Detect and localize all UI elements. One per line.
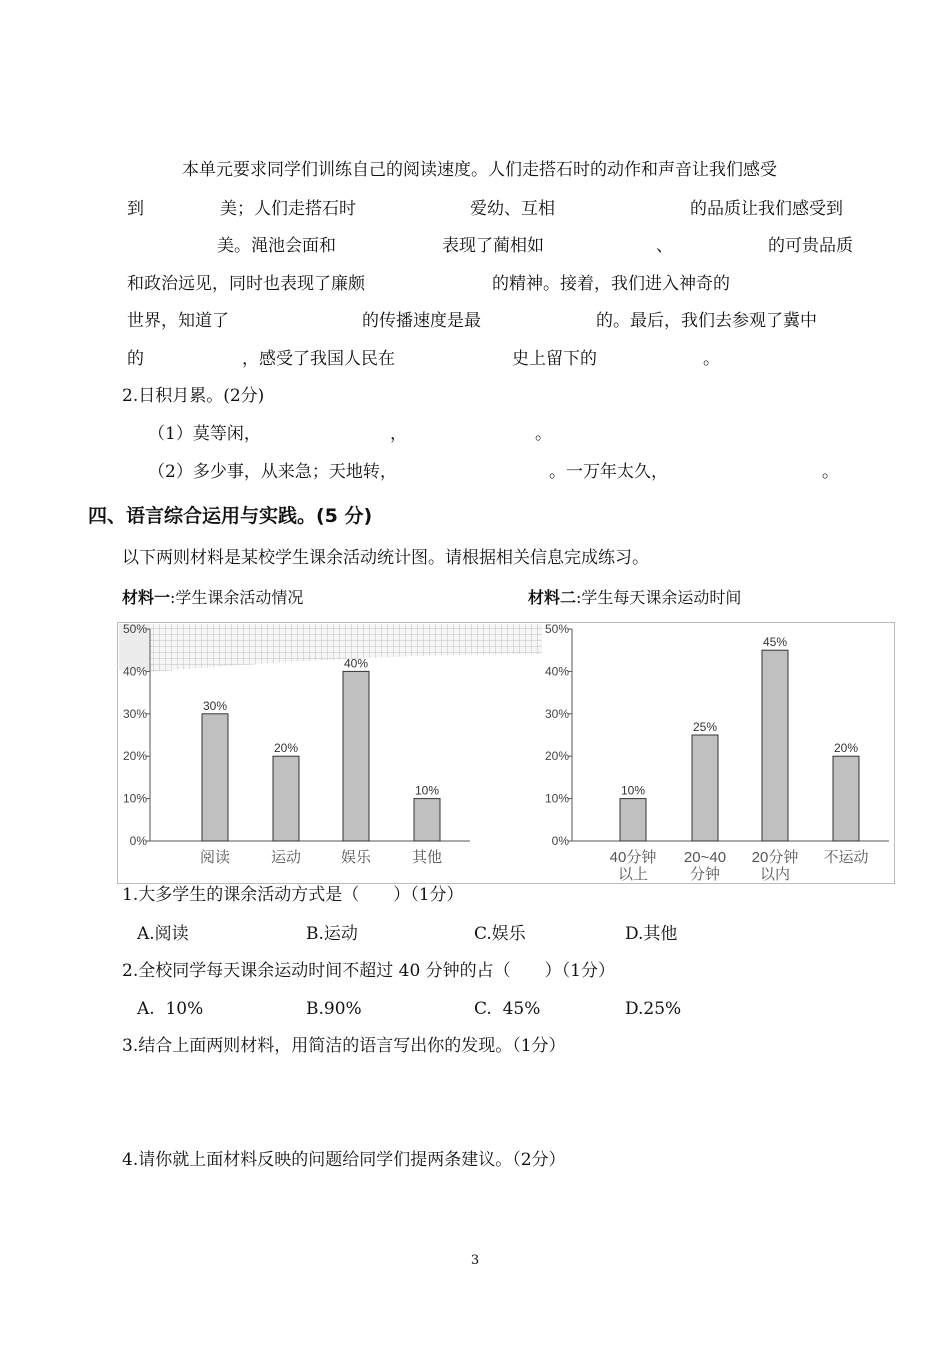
x-category-label: 40分钟 [609,849,657,866]
passage-line-6b: ，感受了我国人民在 [242,349,395,369]
x-category-label: 以上 [617,866,649,883]
q2-option-c: C. 45% [474,999,541,1019]
passage-line-2b: 美；人们走搭石时 [220,199,356,219]
y-tick-label: 30% [544,706,569,721]
y-tick-label: 10% [122,791,147,806]
x-category-label: 不运动 [823,849,869,866]
passage-line-6a: 的 [127,349,144,369]
passage-line-4b: 的精神。接着，我们进入神奇的 [492,274,730,294]
bar [620,799,646,841]
bar-value-label: 20% [833,741,859,756]
charts-figure [117,622,895,884]
material-1-caption: 材料一:学生课余活动情况 [122,588,304,607]
q2-line-1c: 。 [535,424,552,444]
x-category-label: 阅读 [199,849,231,866]
q2-option-b: B.90% [306,999,362,1019]
passage-line-5c: 的。最后，我们去参观了冀中 [596,311,817,331]
bar-value-label: 10% [414,783,440,798]
bar [692,735,718,841]
bar-value-label: 20% [273,741,299,756]
passage-line-6c: 史上留下的 [512,349,597,369]
y-tick-label: 50% [544,622,569,636]
passage-line-4a: 和政治远见，同时也表现了廉颇 [127,274,365,294]
y-tick-label: 20% [122,749,147,764]
passage-line-3d: 的可贵品质 [768,236,853,256]
y-tick-label: 20% [544,749,569,764]
passage-line-2d: 的品质让我们感受到 [690,199,843,219]
question-1: 1.大多学生的课余活动方式是（ ）（1分） [122,885,464,905]
page-number: 3 [470,1253,480,1268]
q2-line-1b: ， [390,424,407,444]
question-4: 4.请你就上面材料反映的问题给同学们提两条建议。（2分） [122,1150,566,1170]
section-4-title: 四、语言综合运用与实践。(5 分) [88,505,373,527]
x-category-label: 分钟 [689,866,721,883]
x-category-label: 运动 [270,849,302,866]
y-tick-label: 10% [544,791,569,806]
bar-value-label: 40% [343,656,369,671]
q1-option-a: A.阅读 [137,924,189,944]
passage-line-3b: 表现了蔺相如 [442,236,544,256]
q2-line-1a: （1）莫等闲， [148,424,261,444]
question-2: 2.全校同学每天课余运动时间不超过 40 分钟的占（ ）（1分） [122,961,615,981]
chart-2 [545,622,889,883]
q2-title: 2.日积月累。(2分) [122,386,265,406]
q1-option-d: D.其他 [625,924,678,944]
x-category-label: 20分钟 [751,849,799,866]
x-category-label: 以内 [759,866,791,883]
bar [202,714,228,841]
passage-line-3c: 、 [656,236,673,256]
passage-line-5a: 世界，知道了 [127,311,229,331]
y-tick-label: 40% [122,664,147,679]
y-tick-label: 30% [122,706,147,721]
x-category-label: 其他 [411,849,443,866]
bar [833,756,859,841]
passage-line-2a: 到 [127,199,144,219]
bar-value-label: 25% [692,720,718,734]
passage-line-3a: 美。渑池会面和 [217,236,336,256]
q1-option-b: B.运动 [306,924,358,944]
q1-option-c: C.娱乐 [474,924,526,944]
section-4-intro: 以下两则材料是某校学生课余活动统计图。请根据相关信息完成练习。 [122,548,649,568]
passage-line-6d: 。 [703,349,720,369]
bar [414,799,440,841]
x-category-label: 娱乐 [340,849,372,866]
y-tick-label: 0% [551,834,569,848]
q2-line-2c: 。 [822,462,839,482]
bar-value-label: 10% [620,783,646,798]
q2-line-2a: （2）多少事，从来急；天地转， [148,462,397,482]
bar-value-label: 30% [202,698,228,713]
q2-option-a: A. 10% [137,999,204,1019]
q2-option-d: D.25% [625,999,682,1019]
y-tick-label: 40% [544,664,569,679]
passage-line-1: 本单元要求同学们训练自己的阅读速度。人们走搭石时的动作和声音让我们感受 [182,160,777,180]
y-tick-label: 50% [122,622,147,636]
bar [762,650,788,841]
y-tick-label: 0% [129,834,147,848]
q2-line-2b: 。一万年太久， [549,462,668,482]
passage-line-5b: 的传播速度是最 [362,311,481,331]
bar-value-label: 45% [762,635,788,650]
x-category-label: 20~40 [683,849,727,866]
bar [273,756,299,841]
bar [343,671,369,841]
material-2-caption: 材料二:学生每天课余运动时间 [528,588,742,607]
question-3: 3.结合上面两则材料，用简洁的语言写出你的发现。（1分） [122,1036,566,1056]
passage-line-2c: 爱幼、互相 [470,199,555,219]
